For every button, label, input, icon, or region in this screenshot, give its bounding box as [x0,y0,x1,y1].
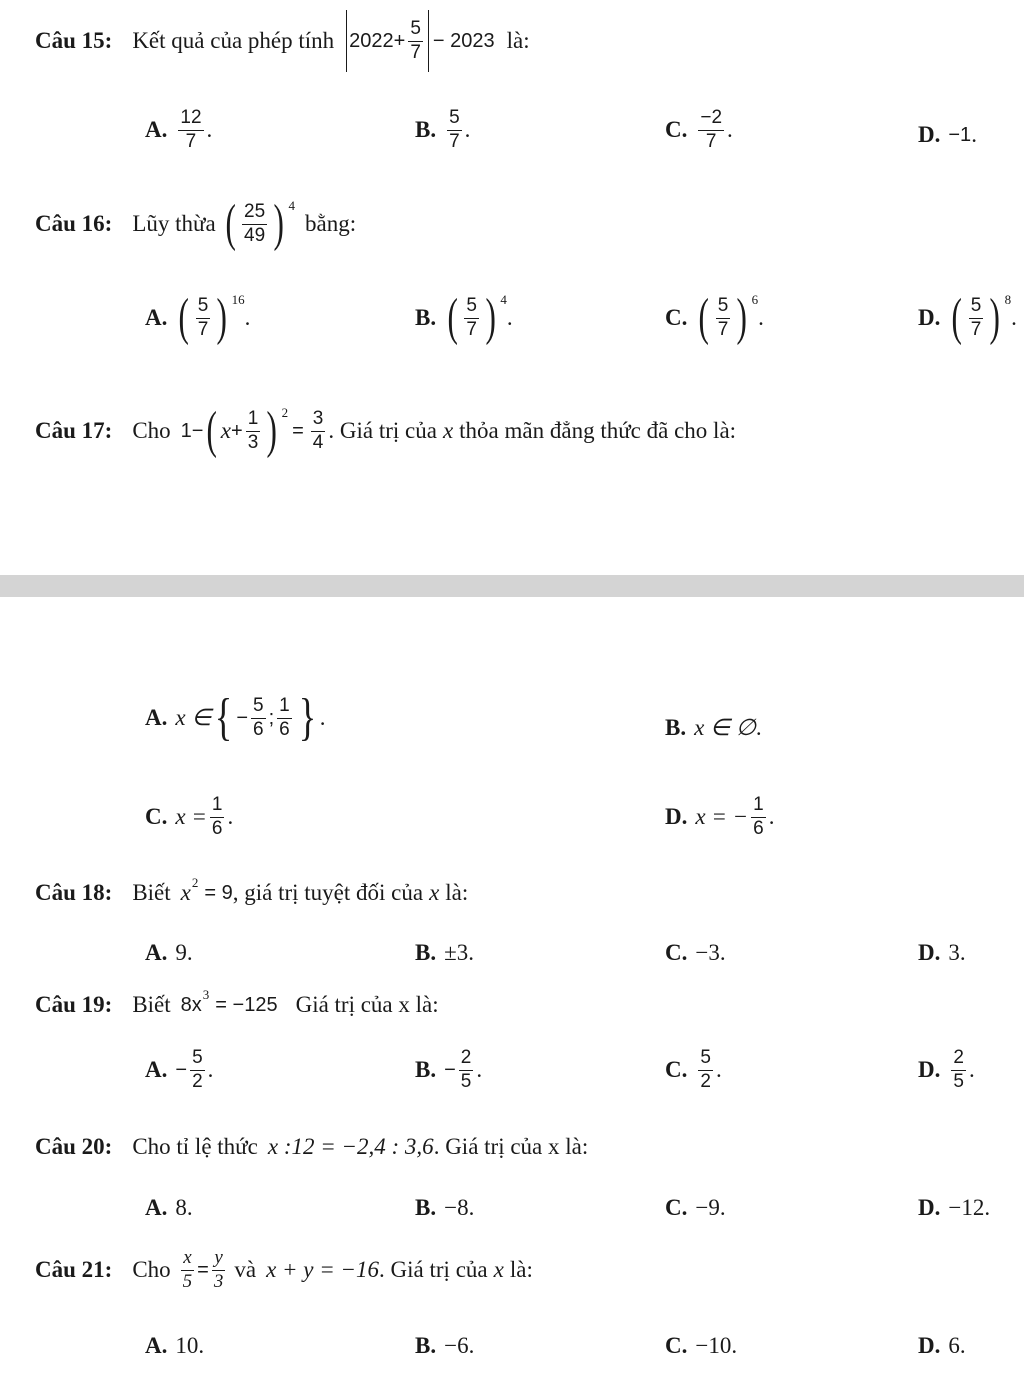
option-c[interactable]: C. x = $\frac{1}{6}$ . [145,794,234,839]
option-c[interactable]: C. −10. [665,1333,738,1358]
option-b[interactable]: B. ±3. [415,940,474,965]
absolute-value-expression: 2022 + $\frac{5}{7}$ [346,10,429,72]
option-b[interactable]: B. $\frac{5}{7}$ . [415,107,471,152]
question-20: Câu 20: Cho tỉ lệ thức x :12 = −2,4 : 3,6 . Giá trị của x là: [35,1134,589,1159]
option-c[interactable]: C. ( $\frac{5}{7}$ ) 6 . [665,289,764,346]
option-d[interactable]: D. 3. [918,940,966,965]
option-d[interactable]: D. 6. [918,1333,966,1358]
option-b[interactable]: B. −6. [415,1333,475,1358]
option-d[interactable]: D. −1 . [918,122,977,147]
option-b[interactable]: B. x ∈ ∅ . [665,715,762,740]
option-c[interactable]: C. $\frac{-2}{7}$ . [665,107,733,152]
question-text: Kết quả của phép tính [132,28,335,53]
question-18: Câu 18: Biết x 2 = 9 , giá trị tuyệt đối của x là: [35,875,469,905]
question-19: Câu 19: Biết 8x 3 = −125 Giá trị của x là: [35,987,439,1017]
question-16: Câu 16: Lũy thừa ( $\frac{25}{49}$ ) 4 bằng: [35,195,357,252]
page-divider [0,575,1024,597]
question-number: Câu 15: [35,28,113,53]
option-c[interactable]: C. −3. [665,940,726,965]
option-d[interactable]: D. ( $\frac{5}{7}$ ) 8 . [918,289,1017,346]
option-b[interactable]: B. − $\frac{2}{5}$ . [415,1047,483,1092]
question-15: Câu 15: Kết quả của phép tính 2022 + $\frac{5}{7}$ − 2023 là: [35,10,530,72]
question-17: Câu 17: Cho 1− ( x + $\frac{1}{3}$ ) 2 = $\frac{3}{4}$ . Giá trị của x thỏa mãn đẳng thức đã cho là: [35,402,737,459]
option-a[interactable]: A. − $\frac{5}{2}$ . [145,1047,214,1092]
option-a[interactable]: A. $\frac{12}{7}$ . [145,107,213,152]
option-a[interactable]: A. ( $\frac{5}{7}$ ) 16 . [145,289,251,346]
option-a[interactable]: A. 8. [145,1195,193,1220]
option-b[interactable]: B. ( $\frac{5}{7}$ ) 4 . [415,289,513,346]
fraction: $\frac{5}{7}$ [410,17,421,63]
question-21: Câu 21: Cho $\frac{x}{5}$ = $\frac{y}{3}$ và x + y = −16 . Giá trị của x là: [35,1247,533,1292]
option-a[interactable]: A. x ∈ { − $\frac{5}{6}$ ; $\frac{1}{6}$ } . [145,689,326,746]
option-a[interactable]: A. 9. [145,940,193,965]
option-a[interactable]: A. 10. [145,1333,205,1358]
option-b[interactable]: B. −8. [415,1195,475,1220]
option-c[interactable]: C. −9. [665,1195,726,1220]
option-c[interactable]: C. $\frac{5}{2}$ . [665,1047,722,1092]
option-d[interactable]: D. $\frac{2}{5}$ . [918,1047,975,1092]
option-d[interactable]: D. −12. [918,1195,991,1220]
option-d[interactable]: D. x = − $\frac{1}{6}$ . [665,794,775,839]
